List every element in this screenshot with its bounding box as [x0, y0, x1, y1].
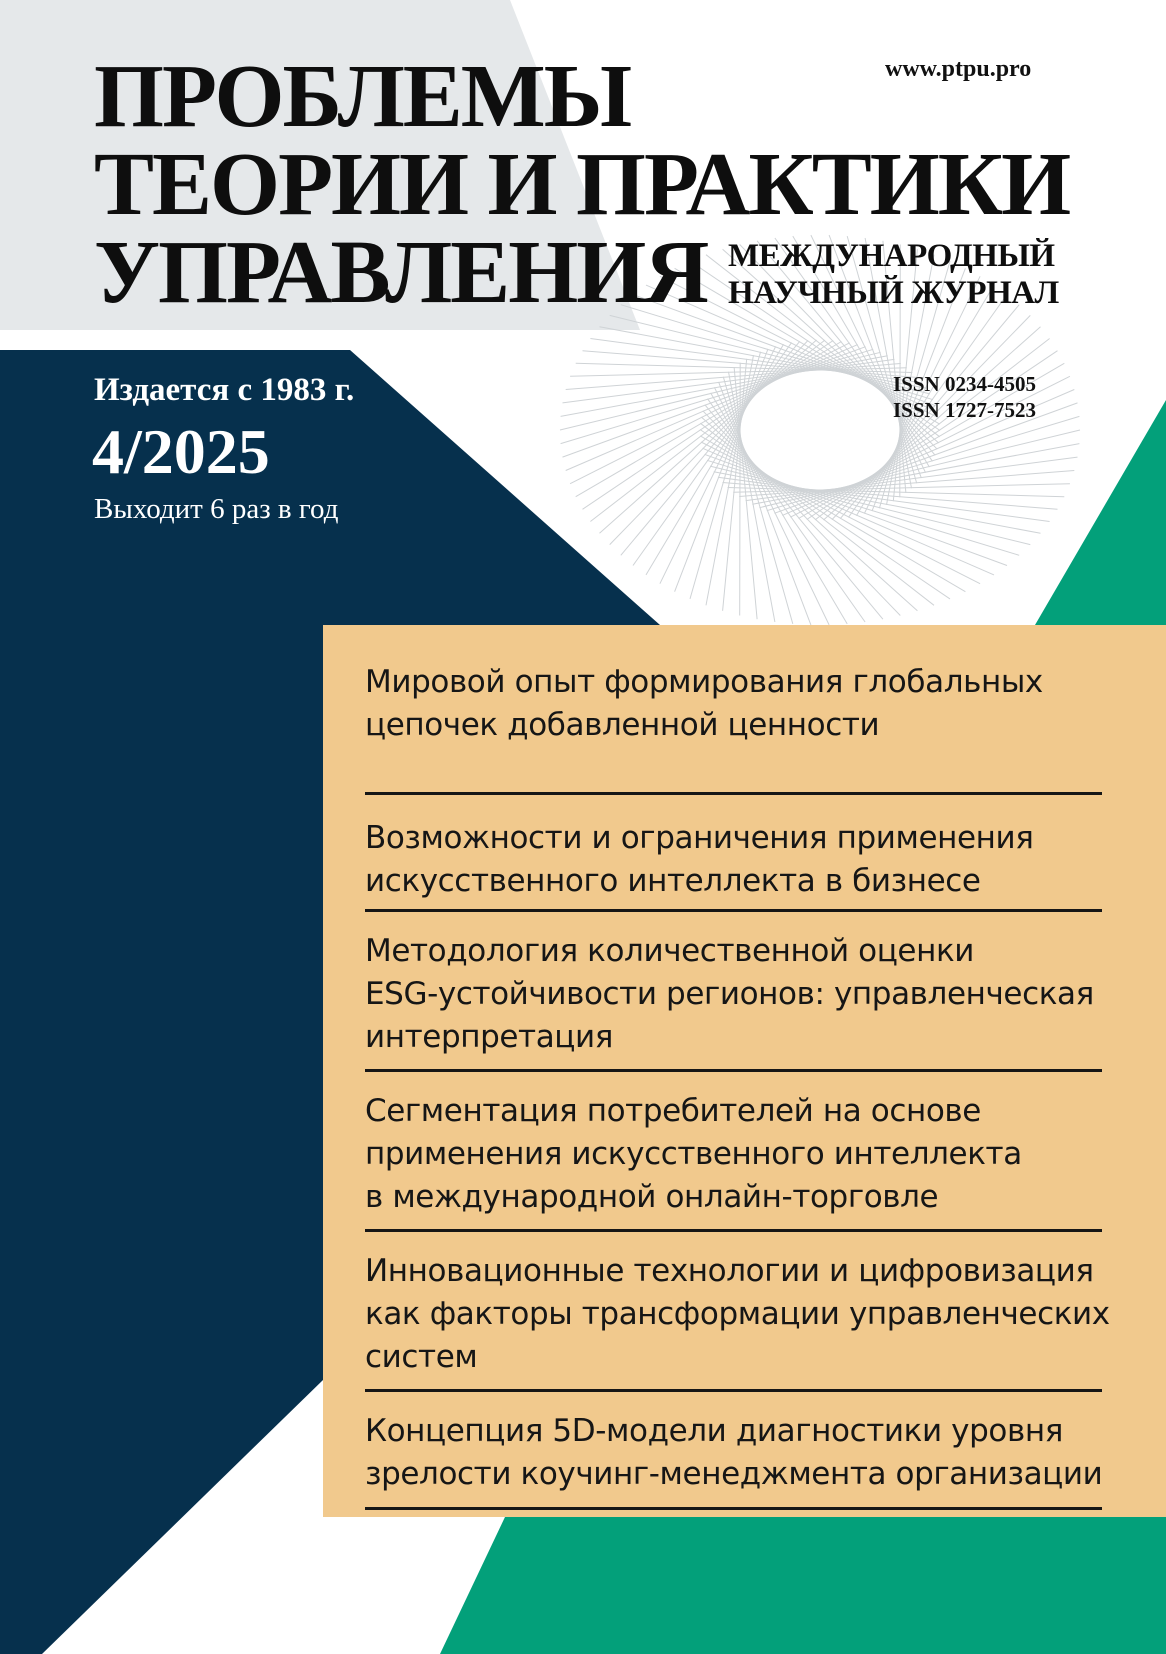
article-title-line: ESG-устойчивости регионов: управленческая [365, 976, 1094, 1012]
article-title-line: Мировой опыт формирования глобальных [365, 664, 1043, 700]
journal-title-line-3: УПРАВЛЕНИЯ [94, 223, 708, 322]
article-title-line: цепочек добавленной ценности [365, 707, 880, 743]
pattern-line [767, 416, 1080, 510]
issn-print: ISSN 0234-4505 [893, 372, 1036, 396]
subtitle-line-2: НАУЧНЫЙ ЖУРНАЛ [728, 275, 1059, 311]
article-item [365, 912, 1102, 1072]
article-title-line: Инновационные технологии и цифровизация [365, 1253, 1094, 1289]
contents-box [323, 625, 1166, 1517]
article-title-line: Возможности и ограничения применения [365, 820, 1034, 856]
journal-title-line-2: ТЕОРИИ И ПРАКТИКИ [94, 135, 1070, 234]
article-title-line: применения искусственного интеллекта [365, 1136, 1022, 1172]
article-title-line: в международной онлайн-торговле [365, 1179, 939, 1215]
article-title-line: Сегментация потребителей на основе [365, 1093, 981, 1129]
article-item [365, 1072, 1102, 1232]
article-title-line: систем [365, 1339, 478, 1375]
article-item [365, 1392, 1102, 1510]
green-triangle-top [1035, 400, 1166, 625]
journal-title-line-1: ПРОБЛЕМЫ [94, 47, 631, 146]
article-title-line: Методология количественной оценки [365, 933, 975, 969]
journal-subtitle [728, 238, 1059, 312]
publication-frequency: Выходит 6 раз в год [94, 493, 339, 525]
issn-online: ISSN 1727-7523 [893, 398, 1036, 422]
subtitle-line-1: МЕЖДУНАРОДНЫЙ [728, 238, 1055, 274]
issue-number: 4/2025 [92, 416, 270, 487]
article-item [365, 795, 1102, 912]
article-item [365, 1232, 1110, 1392]
article-title-line: как факторы трансформации управленческих [365, 1296, 1110, 1332]
article-item [365, 658, 1102, 795]
issn-block [893, 371, 1036, 423]
published-since: Издается с 1983 г. [94, 372, 355, 408]
green-triangle-bottom [440, 1517, 1166, 1654]
article-title-line: Концепция 5D-модели диагностики уровня [365, 1413, 1063, 1449]
article-title-line: интерпретация [365, 1019, 613, 1055]
website-url: www.ptpu.pro [885, 56, 1032, 82]
article-title-line: зрелости коучинг-менеджмента организации [365, 1456, 1103, 1492]
article-title-line: искусственного интеллекта в бизнесе [365, 863, 981, 899]
